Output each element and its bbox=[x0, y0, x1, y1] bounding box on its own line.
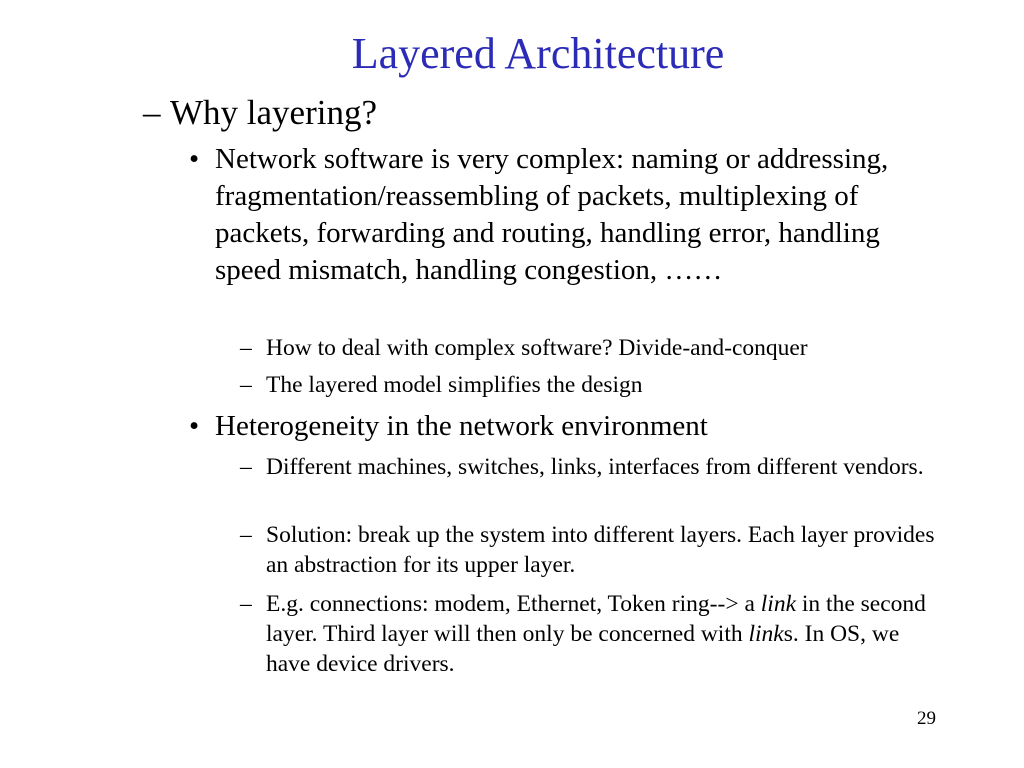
heading-item bbox=[143, 93, 377, 133]
sub-item-text: The layered model simplifies the design bbox=[266, 372, 643, 398]
sub-item bbox=[240, 370, 940, 400]
sub-item-text: How to deal with complex software? Divide-and-conquer bbox=[266, 335, 808, 361]
dash-marker: – bbox=[240, 591, 252, 617]
bullet-text: Heterogeneity in the network environment bbox=[215, 410, 708, 442]
sub-item-text: Solution: break up the system into different layers. Each layer provides an abstraction for its upper layer. bbox=[266, 522, 935, 578]
heading-text: Why layering? bbox=[170, 93, 377, 132]
bullet-item bbox=[187, 141, 947, 289]
sub-item bbox=[240, 333, 940, 363]
link-emphasis: link bbox=[748, 621, 784, 647]
sub-item-text bbox=[266, 589, 940, 679]
bullet-marker: • bbox=[189, 143, 200, 175]
bullet-marker: • bbox=[189, 410, 200, 442]
dash-marker: – bbox=[240, 454, 252, 480]
eg-text-part3: s. In OS, we have device drivers. bbox=[266, 621, 900, 677]
dash-marker: – bbox=[143, 93, 161, 132]
eg-text-part2: in the second layer. Third layer will then only be concerned with bbox=[266, 591, 926, 647]
dash-marker: – bbox=[240, 522, 252, 548]
eg-text-part1: E.g. connections: modem, Ethernet, Token ring--> a bbox=[266, 591, 761, 617]
sub-item bbox=[240, 452, 940, 482]
slide-title: Layered Architecture bbox=[351, 29, 725, 78]
dash-marker: – bbox=[240, 372, 252, 398]
bullet-text: Network software is very complex: naming or addressing, fragmentation/reassembling of packets, multiplexing of packets, forwarding and routing, handling error, handling speed mismatch, handling congestion, …… bbox=[215, 143, 889, 286]
sub-item bbox=[240, 520, 940, 580]
bullet-item bbox=[187, 408, 947, 445]
link-emphasis: link bbox=[760, 591, 797, 617]
sub-item-text: Different machines, switches, links, interfaces from different vendors. bbox=[266, 454, 924, 480]
page-number: 29 bbox=[917, 708, 936, 729]
sub-item bbox=[240, 589, 940, 679]
dash-marker: – bbox=[240, 335, 252, 361]
